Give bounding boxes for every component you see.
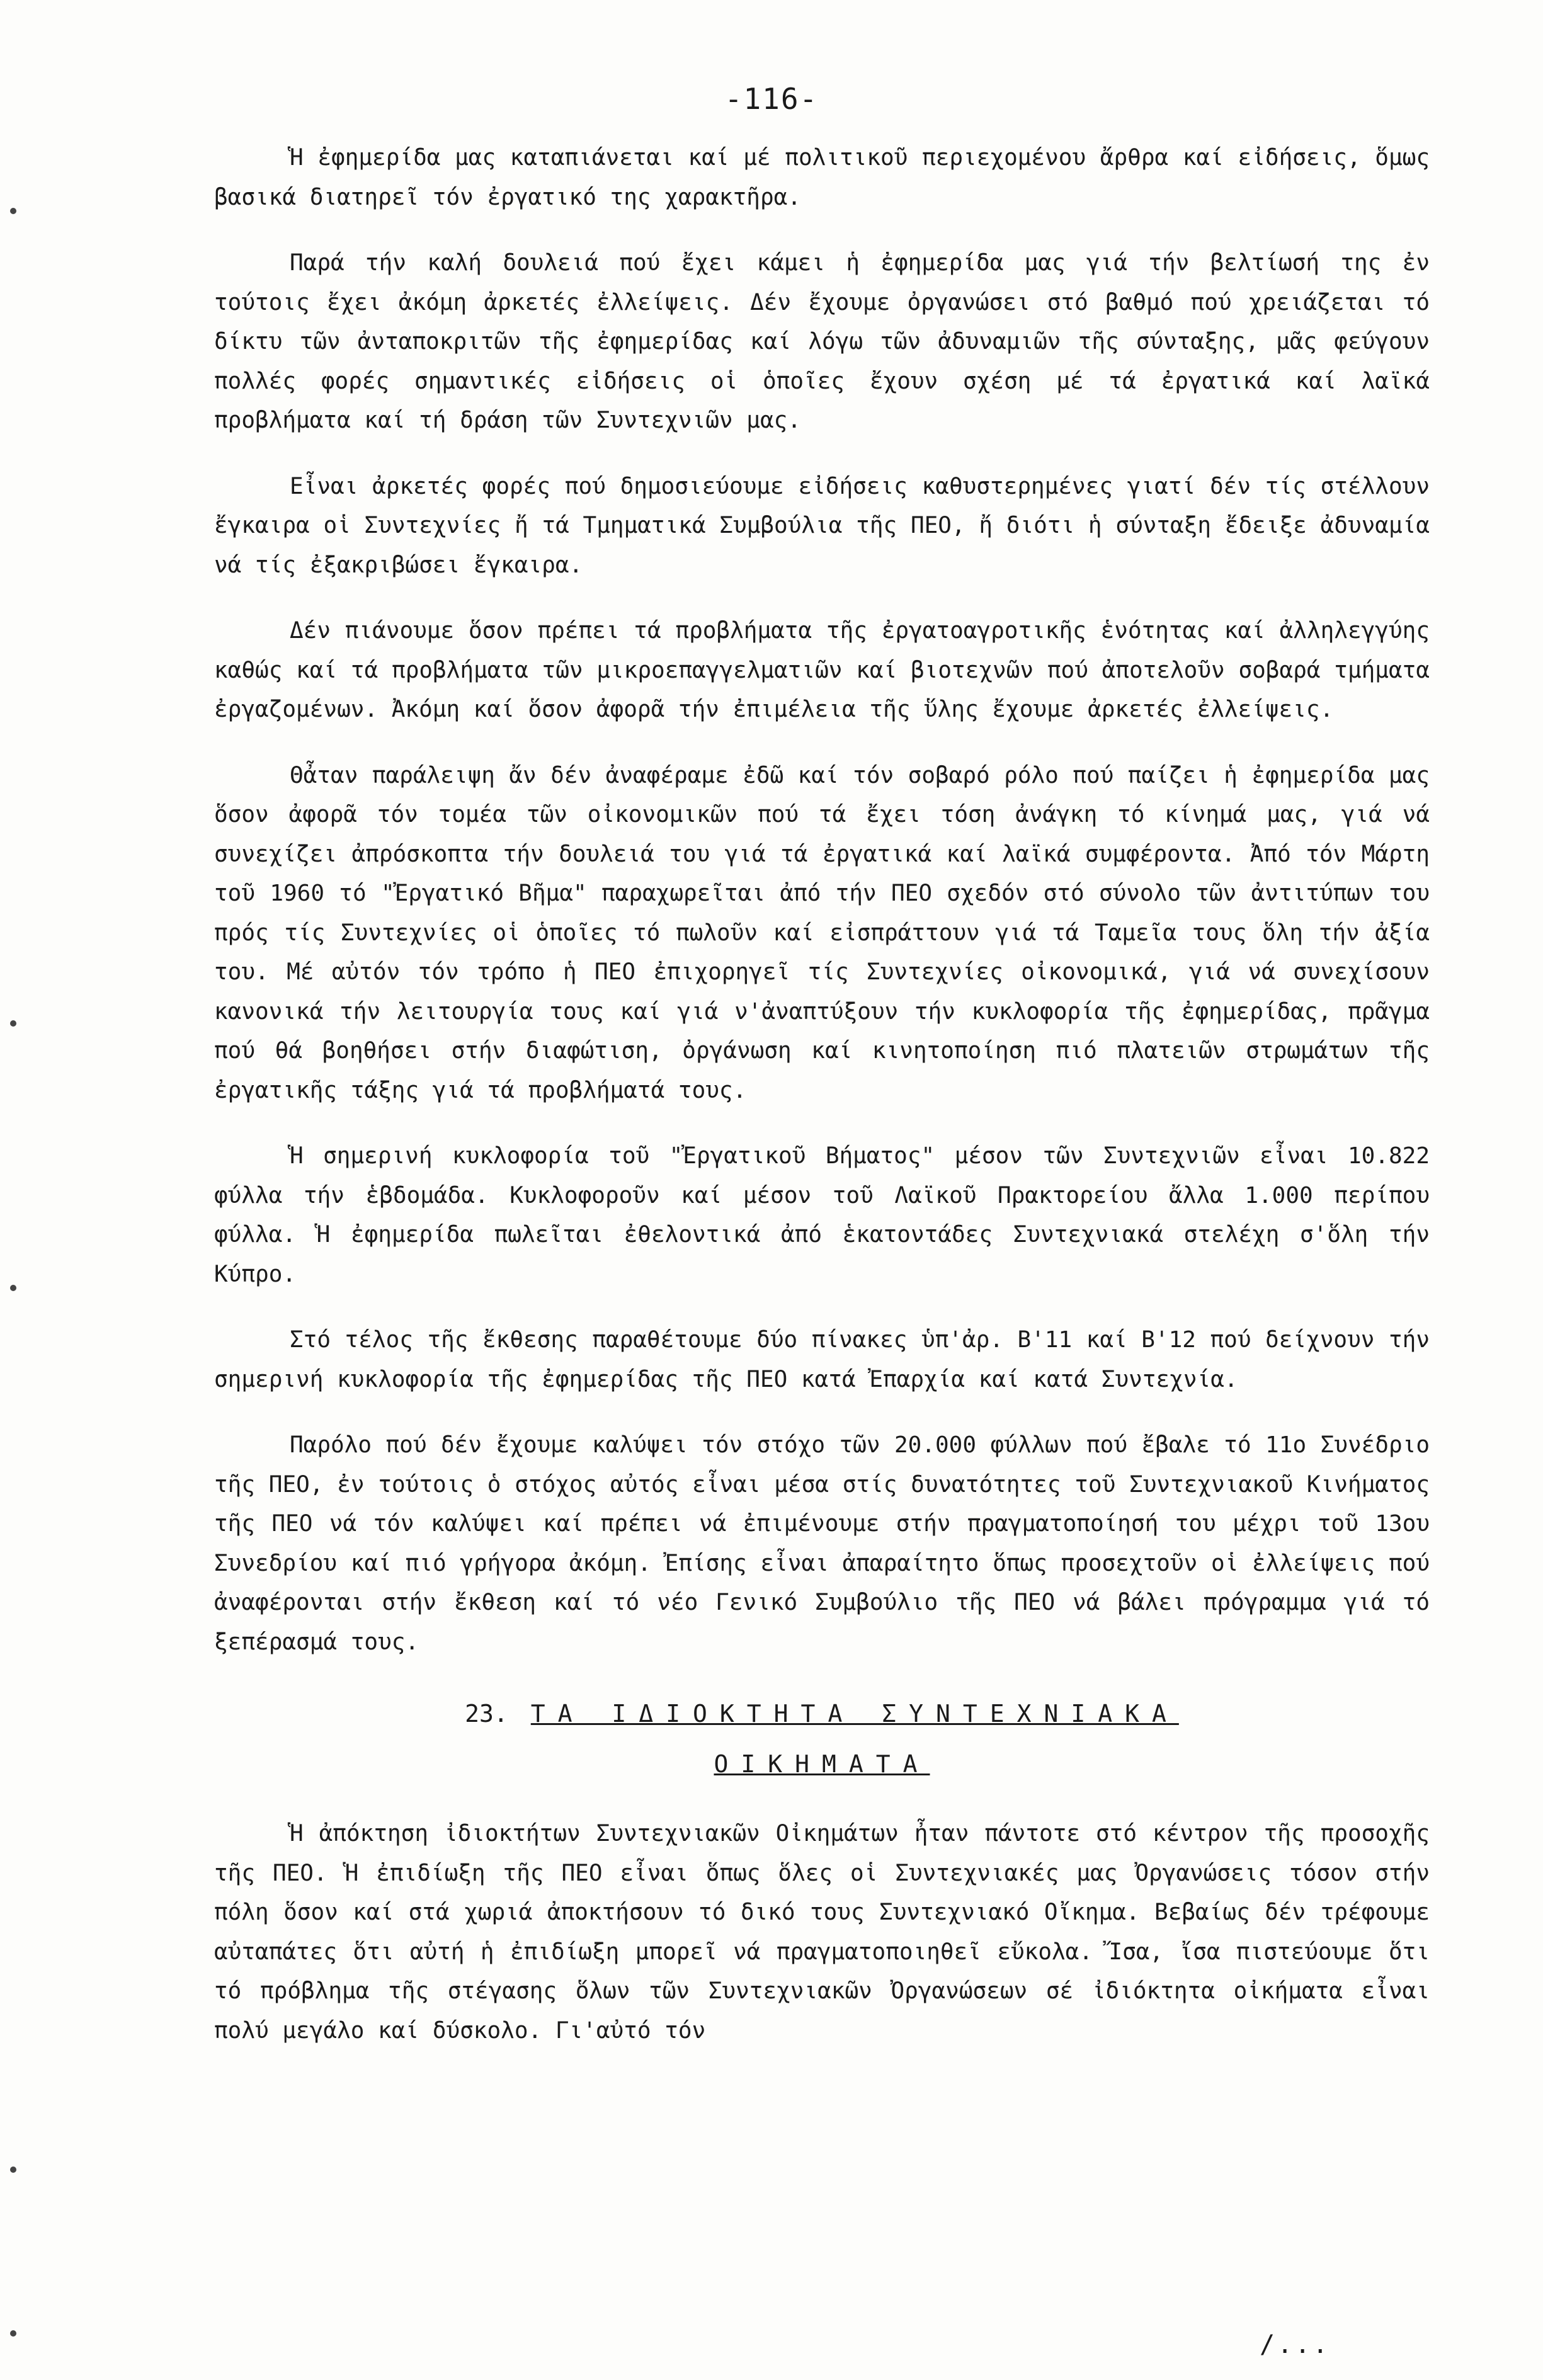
section-heading-line-2 bbox=[214, 1739, 1430, 1789]
scan-speck bbox=[10, 1285, 16, 1291]
document-body bbox=[214, 139, 1430, 2077]
section-heading-line-1 bbox=[214, 1688, 1430, 1739]
continuation-mark: /... bbox=[1260, 2330, 1331, 2359]
paragraph: Θἆταν παράλειψη ἄν δέν ἀναφέραμε ἐδῶ καί τόν σοβαρό ρόλο πού παίζει ἡ ἐφημερίδα μας ὅσον ἀφορᾶ τόν τομέα τῶν οἰκονομικῶν πού τά ἔχει τόση ἀνάγκη τό κίνημά μας, γιά νά συνεχίζει ἀπρόσκοπτα τήν δουλειά του γιά τά ἐργατικά καί λαϊκά συμφέροντα. Ἀπό τόν Μάρτη τοῦ 1960 τό "Ἐργατικό Βῆμα" παραχωρεῖται ἀπό τήν ΠΕΟ σχεδόν στό σύνολο τῶν ἀντιτύπων του πρός τίς Συντεχνίες οἱ ὁποῖες τό πωλοῦν καί εἰσπράττουν γιά τά Ταμεῖα τους ὅλη τήν ἀξία του. Μέ αὐτόν τόν τρόπο ἡ ΠΕΟ ἐπιχορηγεῖ τίς Συντεχνίες οἰκονομικά, γιά νά συνεχίσουν κανονικά τήν λειτουργία τους καί γιά ν'ἀναπτύξουν τήν κυκλοφορία τῆς ἐφημερίδας, πρᾶγμα πού θά βοηθήσει στήν διαφώτιση, ὀργάνωση καί κινητοποίηση πιό πλατειῶν στρωμάτων τῆς ἐργατικῆς τάξης γιά τά προβλήματά τους. bbox=[214, 762, 1430, 1103]
section-title-line-2: ΟΙΚΗΜΑΤΑ bbox=[714, 1750, 930, 1778]
paragraph: Παρά τήν καλή δουλειά πού ἔχει κάμει ἡ ἐφημερίδα μας γιά τήν βελτίωσή της ἐν τούτοις ἔχει ἀκόμη ἀρκετές ἐλλείψεις. Δέν ἔχουμε ὀργανώσει στό βαθμό πού χρειάζεται τό δίκτυ τῶν ἀνταποκριτῶν τῆς ἐφημερίδας καί λόγω τῶν ἀδυναμιῶν τῆς σύνταξης, μᾶς φεύγουν πολλές φορές σημαντικές εἰδήσεις οἱ ὁποῖες ἔχουν σχέση μέ τά ἐργατικά καί λαϊκά προβλήματα καί τή δράση τῶν Συντεχνιῶν μας. bbox=[214, 250, 1430, 433]
scan-speck bbox=[10, 208, 16, 214]
section-title-line-1: ΤΑ ΙΔΙΟΚΤΗΤΑ ΣΥΝΤΕΧΝΙΑΚΑ bbox=[530, 1700, 1179, 1728]
page-number: -116- bbox=[724, 82, 819, 116]
paragraph: Ἡ ἀπόκτηση ἰδιοκτήτων Συντεχνιακῶν Οἰκημάτων ἦταν πάντοτε στό κέντρον τῆς προσοχῆς τῆς ΠΕΟ. Ἡ ἐπιδίωξη τῆς ΠΕΟ εἶναι ὅπως ὅλες οἱ Συντεχνιακές μας Ὀργανώσεις τόσον στήν πόλη ὅσον καί στά χωριά ἀποκτήσουν τό δικό τους Συντεχνιακό Οἴκημα. Βεβαίως δέν τρέφουμε αὐταπάτες ὅτι αὐτή ἡ ἐπιδίωξη μπορεῖ νά πραγματοποιηθεῖ εὔκολα. Ἴσα, ἴσα πιστεύουμε ὅτι τό πρόβλημα τῆς στέγασης ὅλων τῶν Συντεχνιακῶν Ὀργανώσεων σέ ἰδιόκτητα οἰκήματα εἶναι πολύ μεγάλο καί δύσκολο. Γι'αὐτό τόν bbox=[214, 1821, 1430, 2044]
paragraph: Εἶναι ἀρκετές φορές πού δημοσιεύουμε εἰδήσεις καθυστερημένες γιατί δέν τίς στέλλουν ἔγκαιρα οἱ Συντεχνίες ἤ τά Τμηματικά Συμβούλια τῆς ΠΕΟ, ἤ διότι ἡ σύνταξη ἔδειξε ἀδυναμία νά τίς ἐξακριβώσει ἔγκαιρα. bbox=[214, 473, 1430, 578]
paragraph: Στό τέλος τῆς ἔκθεσης παραθέτουμε δύο πίνακες ὑπ'ἀρ. Β'11 καί Β'12 πού δείχνουν τήν σημερινή κυκλοφορία τῆς ἐφημερίδας τῆς ΠΕΟ κατά Ἐπαρχία καί κατά Συντεχνία. bbox=[214, 1327, 1430, 1392]
section-number: 23. bbox=[465, 1700, 508, 1728]
scan-speck bbox=[10, 2166, 16, 2173]
paragraph: Δέν πιάνουμε ὅσον πρέπει τά προβλήματα τῆς ἐργατοαγροτικῆς ἑνότητας καί ἀλληλεγγύης καθώς καί τά προβλήματα τῶν μικροεπαγγελματιῶν καί βιοτεχνῶν πού ἀποτελοῦν σοβαρά τμήματα ἐργαζομένων. Ἀκόμη καί ὅσον ἀφορᾶ τήν ἐπιμέλεια τῆς ὕλης ἔχουμε ἀρκετές ἐλλείψεις. bbox=[214, 618, 1430, 722]
scan-speck bbox=[10, 2330, 16, 2337]
paragraph: Ἡ ἐφημερίδα μας καταπιάνεται καί μέ πολιτικοῦ περιεχομένου ἄρθρα καί εἰδήσεις, ὅμως βασικά διατηρεῖ τόν ἐργατικό της χαρακτῆρα. bbox=[214, 145, 1430, 210]
paragraph: Ἡ σημερινή κυκλοφορία τοῦ "Ἐργατικοῦ Βήματος" μέσον τῶν Συντεχνιῶν εἶναι 10.822 φύλλα τήν ἑβδομάδα. Κυκλοφοροῦν καί μέσον τοῦ Λαϊκοῦ Πρακτορείου ἄλλα 1.000 περίπου φύλλα. Ἡ ἐφημερίδα πωλεῖται ἐθελοντικά ἀπό ἑκατοντάδες Συντεχνιακά στελέχη σ'ὅλη τήν Κύπρο. bbox=[214, 1143, 1430, 1287]
paragraph: Παρόλο πού δέν ἔχουμε καλύψει τόν στόχο τῶν 20.000 φύλλων πού ἔβαλε τό 11ο Συνέδριο τῆς ΠΕΟ, ἐν τούτοις ὁ στόχος αὐτός εἶναι μέσα στίς δυνατότητες τοῦ Συντεχνιακοῦ Κινήματος τῆς ΠΕΟ νά τόν καλύψει καί πρέπει νά ἐπιμένουμε στήν πραγματοποίησή του μέχρι τοῦ 13ου Συνεδρίου καί πιό γρήγορα ἀκόμη. Ἐπίσης εἶναι ἀπαραίτητο ὅπως προσεχτοῦν οἱ ἐλλείψεις πού ἀναφέρονται στήν ἔκθεση καί τό νέο Γενικό Συμβούλιο τῆς ΠΕΟ νά βάλει πρόγραμμα γιά τό ξεπέρασμά τους. bbox=[214, 1432, 1430, 1655]
scan-speck bbox=[10, 1020, 16, 1027]
section-heading bbox=[214, 1688, 1430, 1789]
